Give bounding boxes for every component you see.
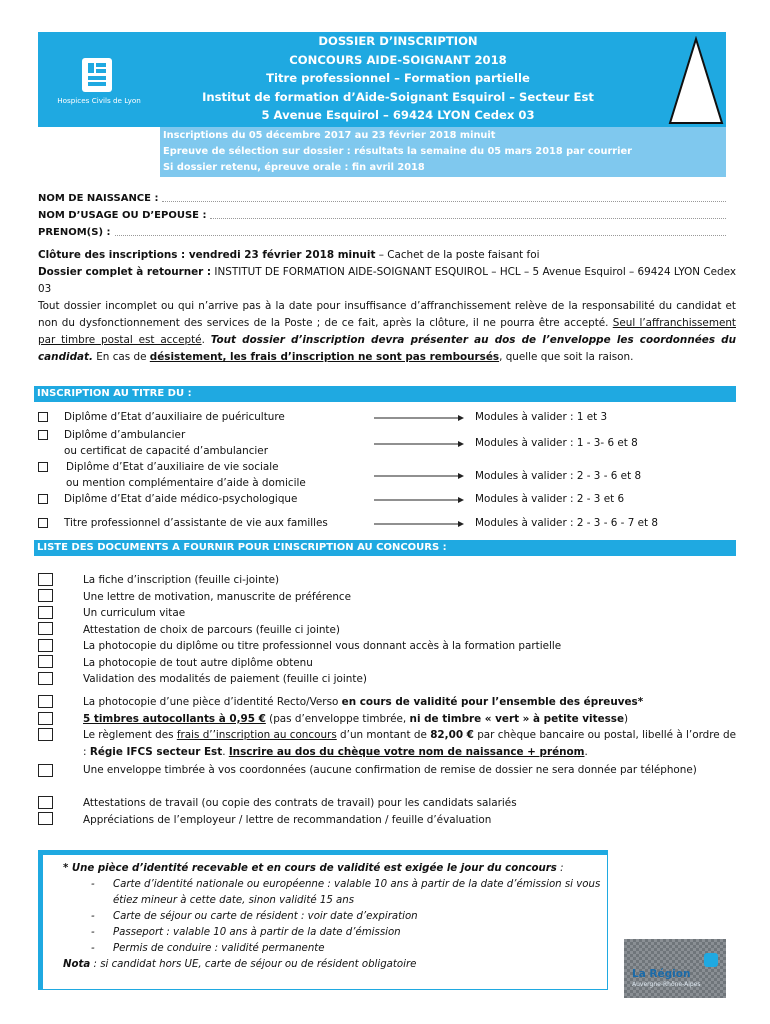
region-badge-icon (704, 953, 718, 967)
inscription-label: Diplôme d’Etat d’aide médico-psychologique (64, 493, 298, 505)
nom-naissance-line[interactable] (162, 190, 726, 202)
note-list (63, 877, 607, 957)
inscription-label: Titre professionnel d’assistante de vie aux familles (64, 517, 328, 529)
inscription-modules: Modules à valider : 2 - 3 - 6 et 8 (475, 470, 642, 482)
nom-naissance-label: NOM DE NAISSANCE : (38, 193, 159, 204)
inscription-label-2: ou mention complémentaire d’aide à domicile (66, 477, 306, 489)
inscription-checkbox[interactable] (38, 412, 48, 422)
hcl-logo (38, 32, 160, 127)
reg-regie: Régie IFCS secteur Est (89, 745, 223, 758)
note-title (63, 861, 607, 877)
document-item-reglement (83, 727, 736, 760)
reg-mid2: par chèque bancaire ou postal, libellé à l’ordre de : (83, 729, 736, 758)
arrow-right-icon (374, 520, 464, 528)
document-checkbox[interactable] (38, 573, 53, 586)
region-logo-tagline: Auvergne-Rhône-Alpes (632, 981, 701, 988)
inscription-checkbox[interactable] (38, 462, 48, 472)
sub-line-2: Epreuve de sélection sur dossier : résultats la semaine du 05 mars 2018 par courrier (163, 146, 632, 157)
hcl-logo-icon (82, 58, 112, 92)
title-line-3: Titre professionnel – Formation partielle (266, 71, 530, 86)
document-checkbox[interactable] (38, 639, 53, 652)
desist-post: , quelle que soit la raison. (499, 351, 634, 363)
title-line-4: Institut de formation d’Aide-Soignant Esquirol – Secteur Est (202, 89, 594, 104)
timbres-bold: 5 timbres autocollants à 0,95 € (83, 712, 266, 725)
nom-usage-field[interactable] (38, 207, 726, 224)
cloture-line (38, 247, 736, 264)
document-checkbox[interactable] (38, 672, 53, 685)
inscription-label: Diplôme d’Etat d’auxiliaire de vie sociale (66, 461, 279, 473)
document-checkbox[interactable] (38, 606, 53, 619)
timbre-notice: Seul l’affranchissement par timbre postal est accepté (38, 317, 736, 346)
document-checkbox[interactable] (38, 622, 53, 635)
document-item: La fiche d’inscription (feuille ci-jointe) (83, 574, 280, 586)
document-item: Appréciations de l’employeur / lettre de recommandation / feuille d’évaluation (83, 813, 492, 826)
timbres-mid: (pas d’enveloppe timbrée, (265, 712, 410, 725)
document-item: Un curriculum vitae (83, 607, 186, 619)
period: . (201, 334, 211, 346)
region-logo-name: La Région (632, 968, 691, 980)
document-checkbox[interactable] (38, 655, 53, 668)
document-item-id (83, 694, 736, 711)
reg-frais: frais d’’inscription au concours (176, 729, 337, 741)
nota-bold: Nota (63, 959, 91, 970)
verso-notice: Tout dossier d’inscription devra présenter au dos de l’enveloppe les coordonnées du candidat. (38, 334, 736, 363)
document-item: La photocopie de tout autre diplôme obtenu (83, 656, 313, 669)
arrow-right-icon (374, 472, 464, 480)
inscription-checkbox[interactable] (38, 518, 48, 528)
region-logo (624, 939, 726, 998)
nom-usage-label: NOM D’USAGE OU D’EPOUSE : (38, 210, 207, 221)
inscription-modules: Modules à valider : 2 - 3 - 6 - 7 et 8 (475, 517, 659, 529)
note-item: - Passeport : valable 10 ans à partir de la date d’émission (91, 925, 607, 941)
timbres-vert: ni de timbre « vert » à petite vitesse (409, 712, 625, 725)
cloture-bold: Clôture des inscriptions : vendredi 23 février 2018 minuit (38, 249, 376, 261)
note-item: - Carte d’identité nationale ou européenne : valable 10 ans à partir de la date d’émission si vous étiez mineur à cette date, sinon validité 15 ans (91, 877, 607, 909)
document-checkbox[interactable] (38, 812, 53, 825)
desist-notice: désistement, les frais d’inscription ne sont pas remboursés (149, 351, 500, 363)
document-item-timbres (83, 711, 736, 728)
inscription-label: Diplôme d’ambulancier (64, 429, 186, 441)
note-title-end: : (556, 863, 564, 874)
identity-note-box (38, 850, 608, 990)
header-title-block (160, 32, 726, 127)
header-dates-block (160, 127, 726, 177)
reg-dot: . (222, 745, 229, 758)
document-item: La photocopie du diplôme ou titre professionnel vous donnant accès à la formation partielle (83, 640, 562, 652)
intro-text (38, 247, 736, 366)
warning-paragraph (38, 298, 736, 366)
nom-usage-line[interactable] (210, 207, 726, 219)
document-item: Une enveloppe timbrée à vos coordonnées (aucune confirmation de remise de dossier ne sera donnée par téléphone) (83, 764, 697, 776)
document-item: Une lettre de motivation, manuscrite de préférence (83, 590, 352, 603)
sub-line-3: Si dossier retenu, épreuve orale : fin avril 2018 (163, 162, 425, 173)
document-checkbox[interactable] (38, 796, 53, 809)
inscription-label-2: ou certificat de capacité d’ambulancier (64, 445, 268, 457)
document-item: Attestations de travail (ou copie des contrats de travail) pour les candidats salariés (83, 797, 517, 809)
note-item: - Carte de séjour ou carte de résident : voir date d’expiration (91, 909, 607, 925)
triangle-mark-icon (666, 36, 726, 126)
inscription-modules: Modules à valider : 1 et 3 (475, 411, 608, 423)
identity-fields (38, 190, 726, 241)
note-nota (63, 957, 607, 973)
inscription-modules: Modules à valider : 1 - 3- 6 et 8 (475, 437, 638, 449)
document-checkbox[interactable] (38, 712, 53, 725)
timbres-end: ) (624, 712, 629, 725)
reg-mid: d’un montant de (336, 729, 431, 741)
title-line-2: CONCOURS AIDE-SOIGNANT 2018 (289, 52, 507, 67)
inscription-checkbox[interactable] (38, 494, 48, 504)
prenoms-line[interactable] (115, 224, 726, 236)
reg-inscrire: Inscrire au dos du chèque votre nom de naissance + prénom (228, 745, 585, 758)
documents-section-title: LISTE DES DOCUMENTS A FOURNIR POUR L’INSCRIPTION AU CONCOURS : (34, 540, 736, 556)
document-checkbox[interactable] (38, 764, 53, 777)
inscription-modules: Modules à valider : 2 - 3 et 6 (475, 493, 625, 505)
document-checkbox[interactable] (38, 589, 53, 602)
inscription-checkbox[interactable] (38, 430, 48, 440)
nota-rest: : si candidat hors UE, carte de séjour ou de résident obligatoire (90, 959, 417, 970)
arrow-right-icon (374, 440, 464, 448)
document-checkbox[interactable] (38, 728, 53, 741)
hcl-logo-name: Hospices Civils de Lyon (57, 96, 141, 105)
prenoms-label: PRENOM(S) : (38, 227, 111, 238)
document-item: Attestation de choix de parcours (feuille ci jointe) (83, 623, 340, 636)
nom-naissance-field[interactable] (38, 190, 726, 207)
reg-end: . (584, 745, 588, 758)
dossier-line (38, 264, 736, 298)
sub-line-1: Inscriptions du 05 décembre 2017 au 23 février 2018 minuit (163, 130, 496, 141)
reg-amount: 82,00 € (430, 729, 474, 741)
title-line-1: DOSSIER D’INSCRIPTION (318, 34, 478, 48)
prenoms-field[interactable] (38, 224, 726, 241)
cloture-rest: – Cachet de la poste faisant foi (375, 249, 540, 261)
arrow-right-icon (374, 414, 464, 422)
inscription-label: Diplôme d’Etat d’auxiliaire de puériculture (64, 411, 285, 423)
note-title-bold: * Une pièce d’identité recevable et en cours de validité est exigée le jour du concours (63, 863, 557, 874)
inscription-section-title: INSCRIPTION AU TITRE DU : (34, 386, 736, 402)
dossier-bold: Dossier complet à retourner : (38, 266, 212, 278)
arrow-right-icon (374, 496, 464, 504)
id-bold: en cours de validité pour l’ensemble des épreuves* (341, 696, 644, 708)
dossier-rest: INSTITUT DE FORMATION AIDE-SOIGNANT ESQUIROL – HCL – 5 Avenue Esquirol – 69424 LYON Cedex 03 (38, 266, 736, 295)
reg-pre: Le règlement des (83, 729, 177, 741)
title-line-5: 5 Avenue Esquirol – 69424 LYON Cedex 03 (261, 108, 535, 123)
note-item: - Permis de conduire : validité permanente (91, 941, 607, 957)
document-checkbox[interactable] (38, 695, 53, 708)
warning-text: Tout dossier incomplet ou qui n’arrive pas à la date pour insuffisance d’affranchissement relève de la responsabilité du candidat et non du dysfonctionnement des services de la Poste ; de ce fait, après la clôture, il ne pourra être accepté. (38, 300, 736, 329)
desist-pre: En cas de (92, 351, 150, 363)
document-item: Validation des modalités de paiement (feuille ci jointe) (83, 673, 367, 685)
id-pre: La photocopie d’une pièce d’identité Recto/Verso (83, 696, 342, 708)
